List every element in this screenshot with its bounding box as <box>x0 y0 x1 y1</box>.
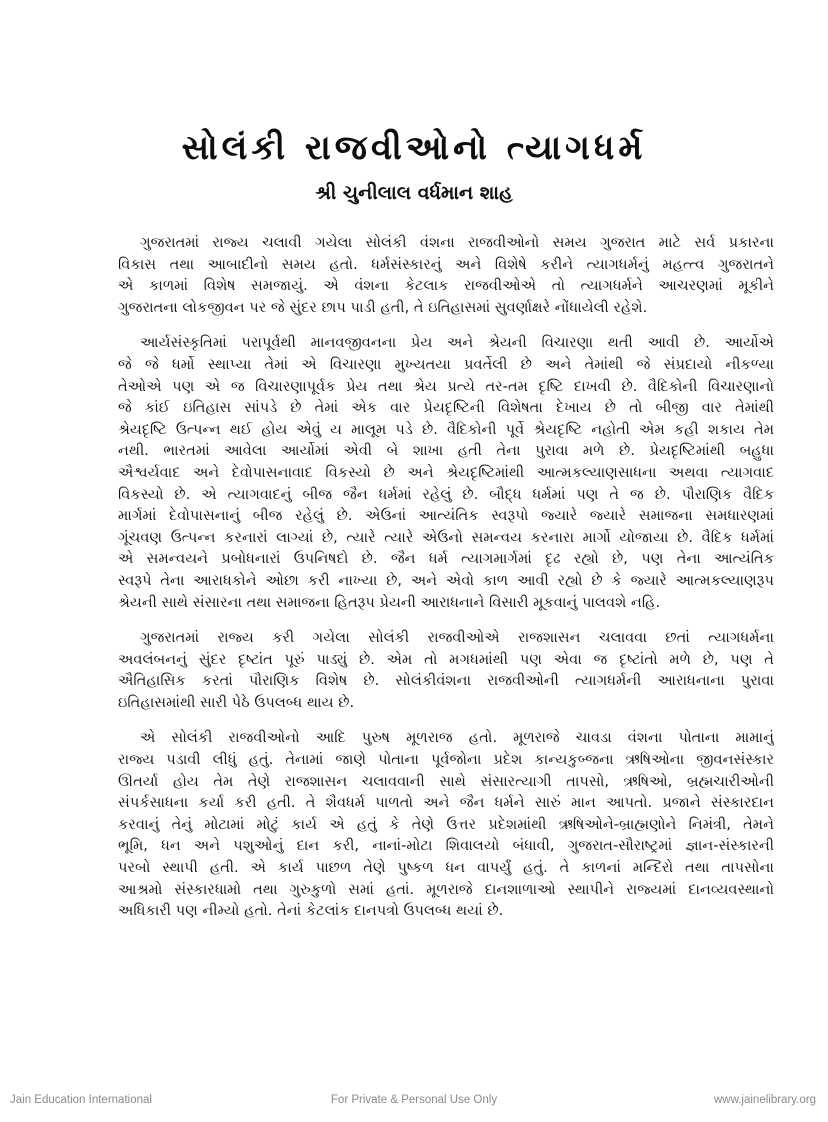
text-line: ઐતિહાસિક કરતાં પૌરાણિક વિશેષ છે. સોલંકીવંશના રાજવીઓની ત્યાગધર્મની આરાધનાના પુરાવા <box>118 672 774 690</box>
text-line: ગુજરાતમાં રાજ્ય ચલાવી ગયેલા સોલંકી વંશના રાજવીઓનો સમય ગુજરાત માટે સર્વ પ્રકારના <box>140 234 774 251</box>
paragraph-1 <box>118 232 774 318</box>
text-line: શ્રેયદૃષ્ટિ ઉત્પન્ન થઈ હોય એવું ય માલૂમ પડે છે. વૈદિકોની પૂર્વે શ્રેયદૃષ્ટિ નહોતી એમ કહી શકાય તેમ <box>118 420 774 438</box>
author-name: શ્રી ચુનીલાલ વર્ધમાન શાહ <box>315 182 513 204</box>
text-line: પરબો સ્થાપી હતી. એ કાર્ય પાછળ તેણે પુષ્કળ ધન વાપર્યું હતું. તે કાળનાં મન્દિરો તથા તાપસોના <box>118 859 774 877</box>
text-line: કરવાનું તેનું મોટામાં મોટું કાર્ય એ હતું કે તેણે ઉત્તર પ્રદેશમાંથી ઋષિઓને-બ્રાહ્મણોને નિમંત્રી, તેમને <box>118 815 774 833</box>
text-line: જે કાંઈ ઇતિહાસ સાંપડે છે તેમાં એક વાર પ્રેયદૃષ્ટિની વિશેષતા દેખાય છે તો બીજી વાર તેમાંથી <box>118 399 774 417</box>
text-line: વિકાસ તથા આબાદીનો સમય હતો. ધર્મસંસ્કારનું અને વિશેષે કરીને ત્યાગધર્મનું મહત્ત્વ ગુજરાતને <box>118 255 774 273</box>
text-line: એ સમન્વયને પ્રબોધનારાં ઉપનિષદો છે. જૈન ધર્મ ત્યાગમાર્ગમાં દૃઢ રહ્યો છે, પણ તેના આત્યંતિક <box>118 550 774 568</box>
text-line: સ્વરૂપે તેના આરાધકોને ઓછા કરી નાખ્યા છે, અને એવો કાળ આવી રહ્યો છે કે જ્યારે આત્મકલ્યાણરૂપ <box>118 571 774 589</box>
footer-website-link[interactable]: www.jainelibrary.org <box>713 1094 816 1106</box>
text-line: એ કાળમાં વિશેષ સમજાયું. એ વંશના કેટલાક રાજવીઓએ તો ત્યાગધર્મને આચરણમાં મૂકીને <box>118 277 774 295</box>
text-line: શ્રેયની સાથે સંસારના તથા સમાજના હિતરૂપ પ્રેયની આરાધનાને વિસારી મૂકવાનું પાલવશે નહિ. <box>118 593 661 611</box>
paragraph-2 <box>118 332 774 613</box>
text-line: સંપર્કસાધના કર્યા કરી હતી. તે શૈવધર્મ પાળતો અને જૈન ધર્મને સારું માન આપતો. પ્રજાને સંસ્કારદાન <box>118 794 774 812</box>
footer-publisher: Jain Education International <box>10 1094 152 1106</box>
text-line: ઐશ્વર્યવાદ અને દેવોપાસનાવાદ વિકસ્યો છે અને શ્રેયદૃષ્ટિમાંથી આત્મકલ્યાણસાધના અથવા ત્યાગવાદ <box>118 463 774 481</box>
text-line: તેઓએ પણ એ જ વિચારણાપૂર્વક પ્રેય તથા શ્રેય પ્રત્યે તર-તમ દૃષ્ટિ દાખવી છે. વૈદિકોની વિચારણાનો <box>118 377 774 395</box>
text-line: ભૂમિ, ધન અને પશુઓનું દાન કરી, નાનાં-મોટા શિવાલયો બંધાવી, ગુજરાત-સૌરાષ્ટ્રમાં જ્ઞાન-સંસ્કારની <box>118 837 774 855</box>
text-line: એ સોલંકી રાજવીઓનો આદિ પુરુષ મૂળરાજ હતો. મૂળરાજે ચાવડા વંશના પોતાના મામાનું <box>140 729 774 747</box>
text-line: નથી. ભારતમાં આવેલા આર્યોમાં એવી બે શાખા હતી તેના પુરાવા મળે છે. પ્રેયદૃષ્ટિમાંથી બહુધા <box>118 442 774 460</box>
text-line: જે જે ધર્મો સ્થાપ્યા તેમાં એ વિચારણા મુખ્યતયા પ્રવર્તેલી છે અને તેમાંથી જે સંપ્રદાયો નીકળ્યા <box>118 355 774 373</box>
text-line: ઇતિહાસમાંથી સારી પેઠે ઉપલબ્ધ થાય છે. <box>118 693 355 711</box>
paragraph-3 <box>118 627 774 713</box>
text-line: અધિકારી પણ નીમ્યો હતો. તેનાં કેટલાંક દાનપત્રો ઉપલબ્ધ થયાં છે. <box>118 902 504 920</box>
text-line: ગૂંચવણ ઉત્પન્ન કરનારાં લાગ્યાં છે, ત્યારે ત્યારે એઉનો સમન્વય કરનારા માર્ગો યોજાયા છે. વૈદિક ધર્મમાં <box>118 528 774 546</box>
text-line: વિકસ્યો છે. એ ત્યાગવાદનું બીજ જૈન ધર્મમાં રહેલું છે. બૌદ્ધ ધર્મમાં પણ તે જ છે. પૌરાણિક વૈદિક <box>118 485 774 503</box>
footer-usage-note: For Private & Personal Use Only <box>330 1094 498 1106</box>
text-line: આર્યસંસ્કૃતિમાં પરાપૂર્વથી માનવજીવનના પ્રેય અને શ્રેયની વિચારણા થતી આવી છે. આર્યોએ <box>140 334 774 352</box>
paragraph-4 <box>118 727 774 921</box>
text-line: અવલંબનનું સુંદર દૃષ્ટાંત પૂરું પાડ્યું છે. એમ તો મગધમાંથી પણ એવા જ દૃષ્ટાંતો મળે છે, પણ તે <box>118 650 774 668</box>
article-title: સોલંકી રાજવીઓનો ત્યાગધર્મ <box>181 128 647 168</box>
text-line: ગુજરાતના લોકજીવન પર જે સુંદર છાપ પાડી હતી, તે ઇતિહાસમાં સુવર્ણાક્ષરે નોંધાયેલી રહેશે. <box>118 298 648 316</box>
text-line: ઊતર્યા હોય તેમ તેણે રાજશાસન ચલાવવાની સાથે સંસારત્યાગી તાપસો, ઋષિઓ, બ્રહ્મચારીઓની <box>118 772 774 790</box>
text-line: માર્ગમાં દેવોપાસનાનું બીજ રહેલું છે. એઉનાં આત્યંતિક સ્વરૂપો જ્યારે જ્યારે સમાજના સમધારણમાં <box>118 507 774 525</box>
article-body <box>118 232 774 922</box>
text-line: રાજ્ય પડાવી લીધું હતું. તેનામાં જાણે પોતાના પૂર્વજોના પ્રદેશ કાન્યકુબ્જના ઋષિઓના જીવનસંસ્કાર <box>118 751 774 769</box>
text-line: ગુજરાતમાં રાજ્ય કરી ગયેલા સોલંકી રાજવીઓએ રાજશાસન ચલાવવા છતાં ત્યાગધર્મના <box>140 629 774 647</box>
text-line: આશ્રમો સંસ્કારધામો તથા ગુરુકુળો સમાં હતાં. મૂળરાજે દાનશાળાઓ સ્થાપીને રાજ્યમાં દાનવ્યવસ્થાનો <box>118 880 774 898</box>
page-footer <box>0 1094 828 1114</box>
